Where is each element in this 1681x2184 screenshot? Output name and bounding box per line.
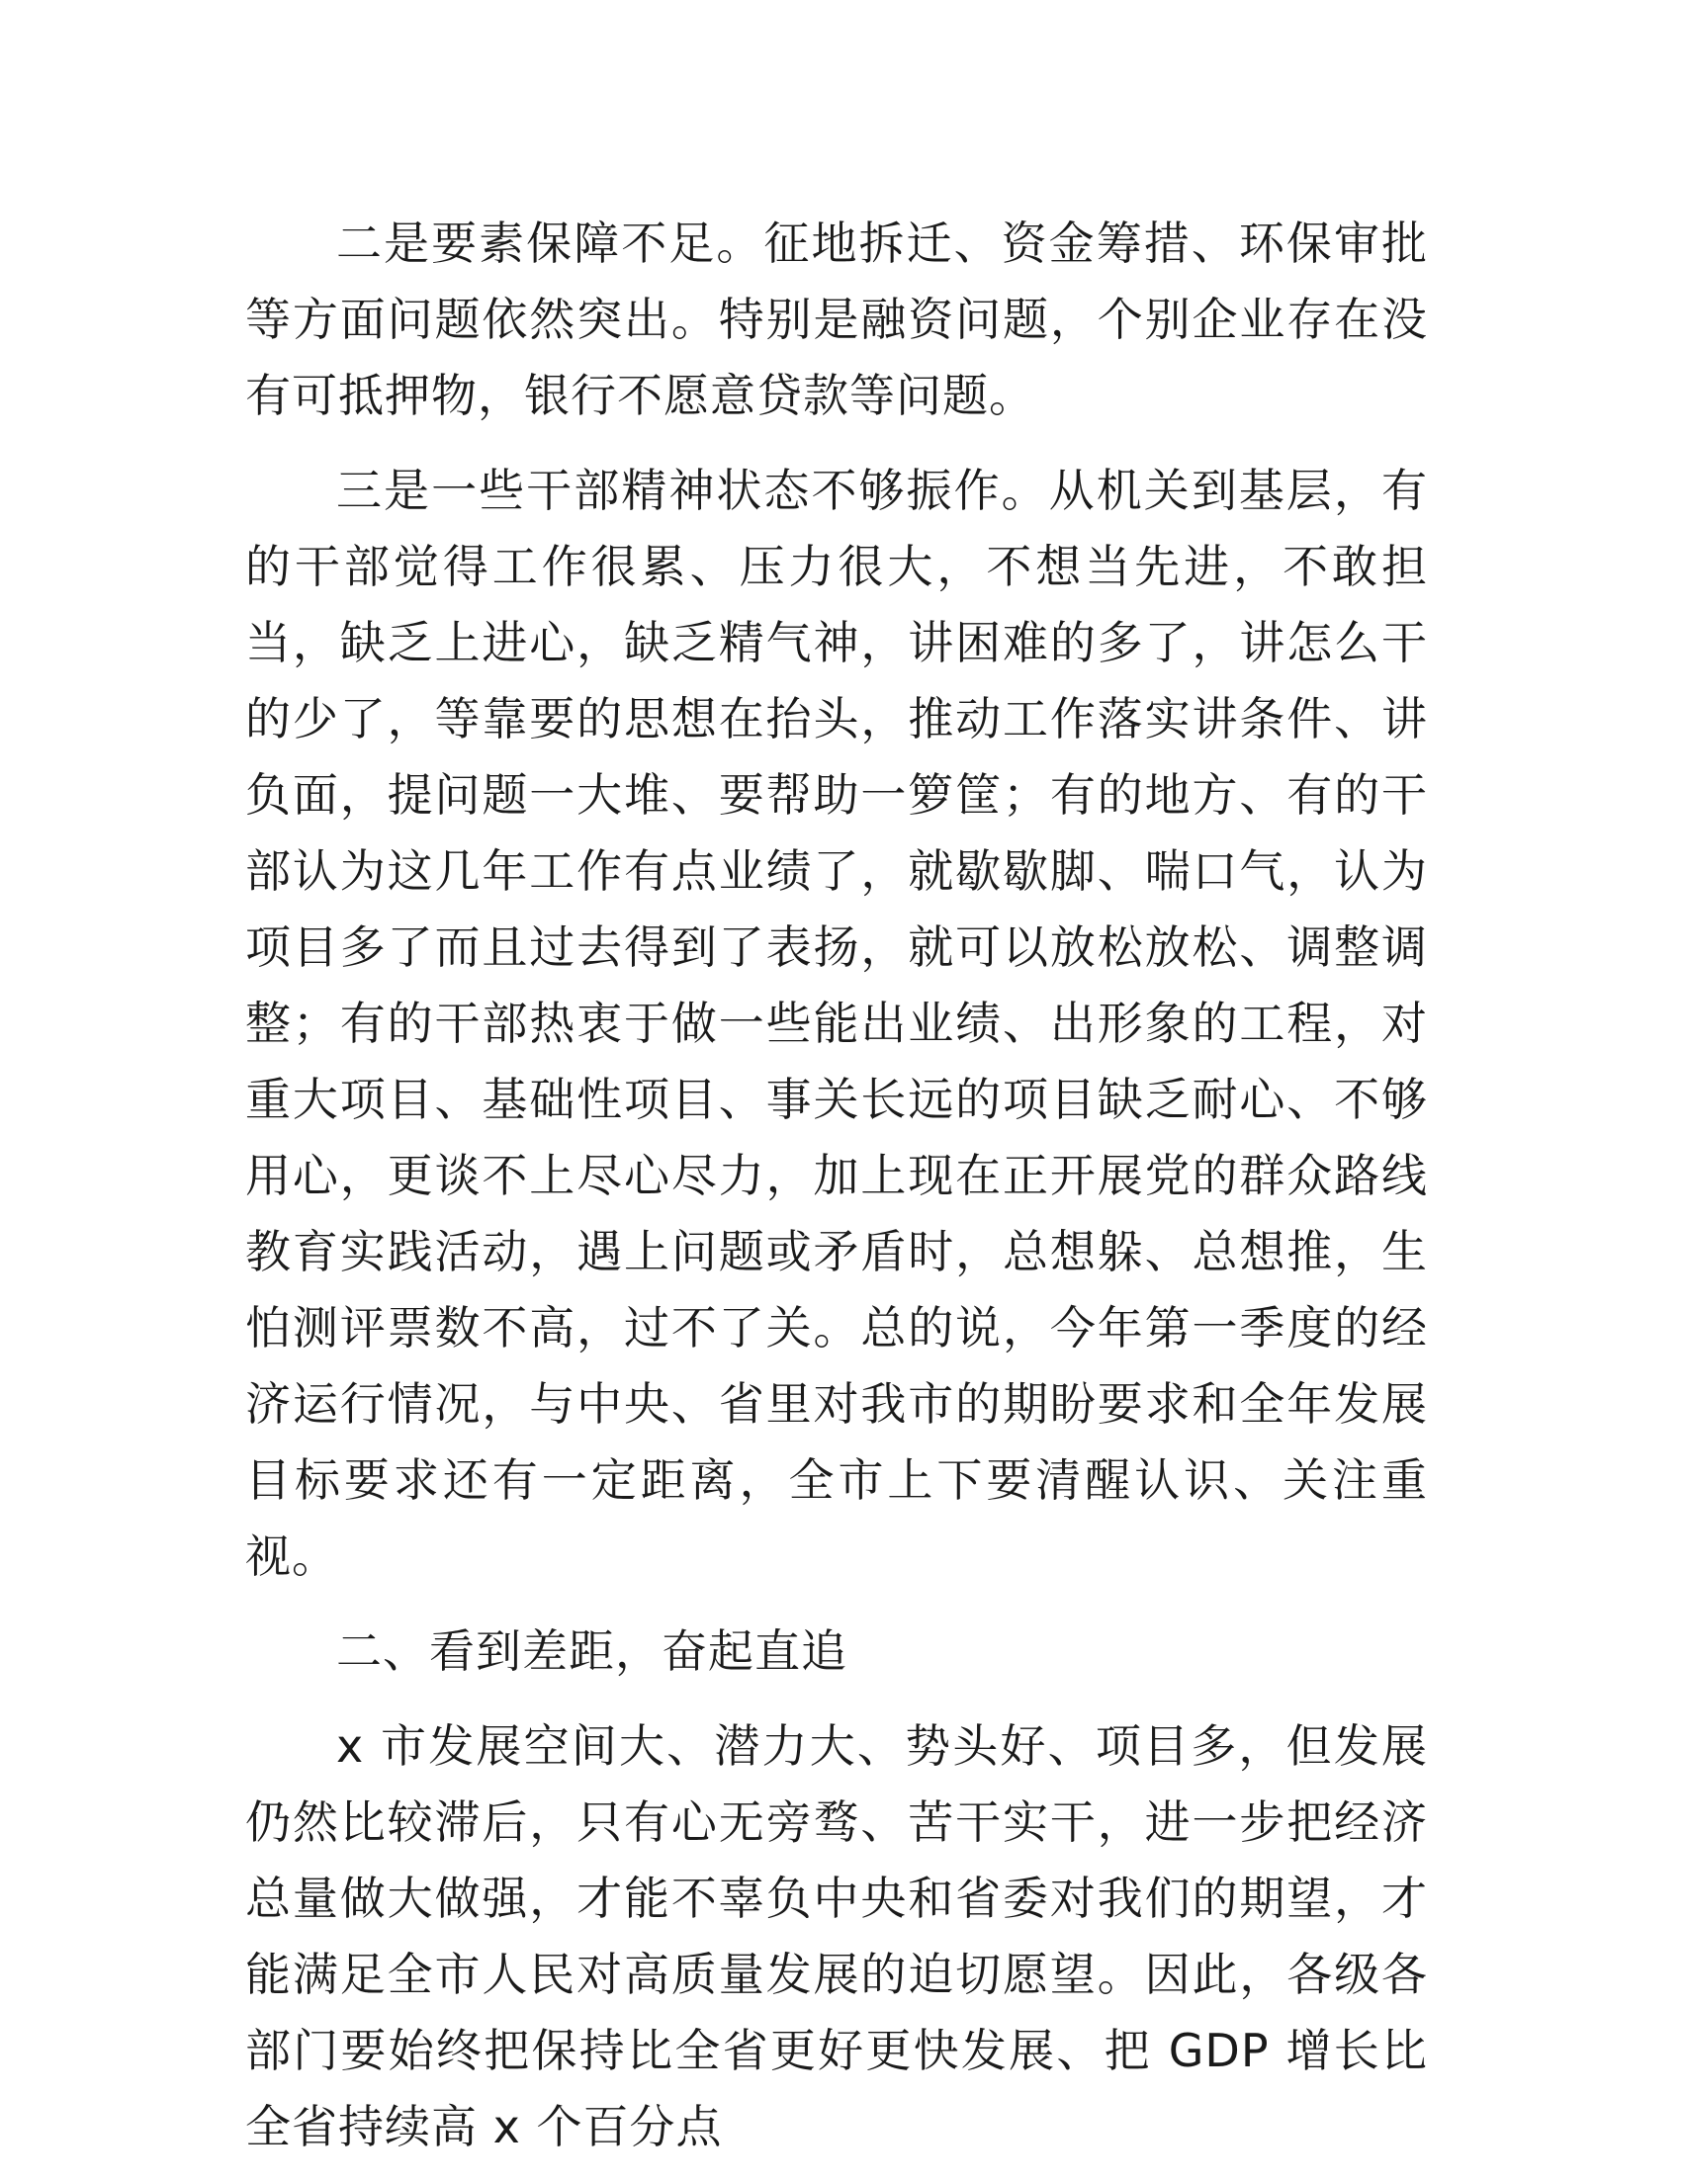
section-heading: 二、看到差距，奋起直追	[336, 1624, 847, 1678]
paragraph-factor-guarantee: 二是要素保障不足。征地拆迁、资金筹措、环保审批等方面问题依然突出。特别是融资问题，个别企业存在没有可抵押物，银行不愿意贷款等问题。	[245, 217, 1428, 422]
paragraph-development-goal: x 市发展空间大、潜力大、势头好、项目多，但发展仍然比较滞后，只有心无旁骛、苦干实干，进一步把经济总量做大做强，才能不辜负中央和省委对我们的期望，才能满足全市人民对高质量发展的迫切愿望。因此，各级各部门要始终把保持比全省更好更快发展、把 GDP 增长比全省持续高 x 个百分点	[245, 1719, 1428, 2153]
paragraph-cadre-spirit: 三是一些干部精神状态不够振作。从机关到基层，有的干部觉得工作很累、压力很大，不想当先进，不敢担当，缺乏上进心，缺乏精气神，讲困难的多了，讲怎么干的少了，等靠要的思想在抬头，推动工作落实讲条件、讲负面，提问题一大堆、要帮助一箩筐；有的地方、有的干部认为这几年工作有点业绩了，就歇歇脚、喘口气，认为项目多了而且过去得到了表扬，就可以放松放松、调整调整；有的干部热衷于做一些能出业绩、出形象的工程，对重大项目、基础性项目、事关长远的项目缺乏耐心、不够用心，更谈不上尽心尽力，加上现在正开展党的群众路线教育实践活动，遇上问题或矛盾时，总想躲、总想推，生怕测评票数不高，过不了关。总的说，今年第一季度的经济运行情况，与中央、省里对我市的期盼要求和全年发展目标要求还有一定距离，全市上下要清醒认识、关注重视。	[245, 464, 1428, 1583]
document-body	[245, 206, 1428, 2184]
